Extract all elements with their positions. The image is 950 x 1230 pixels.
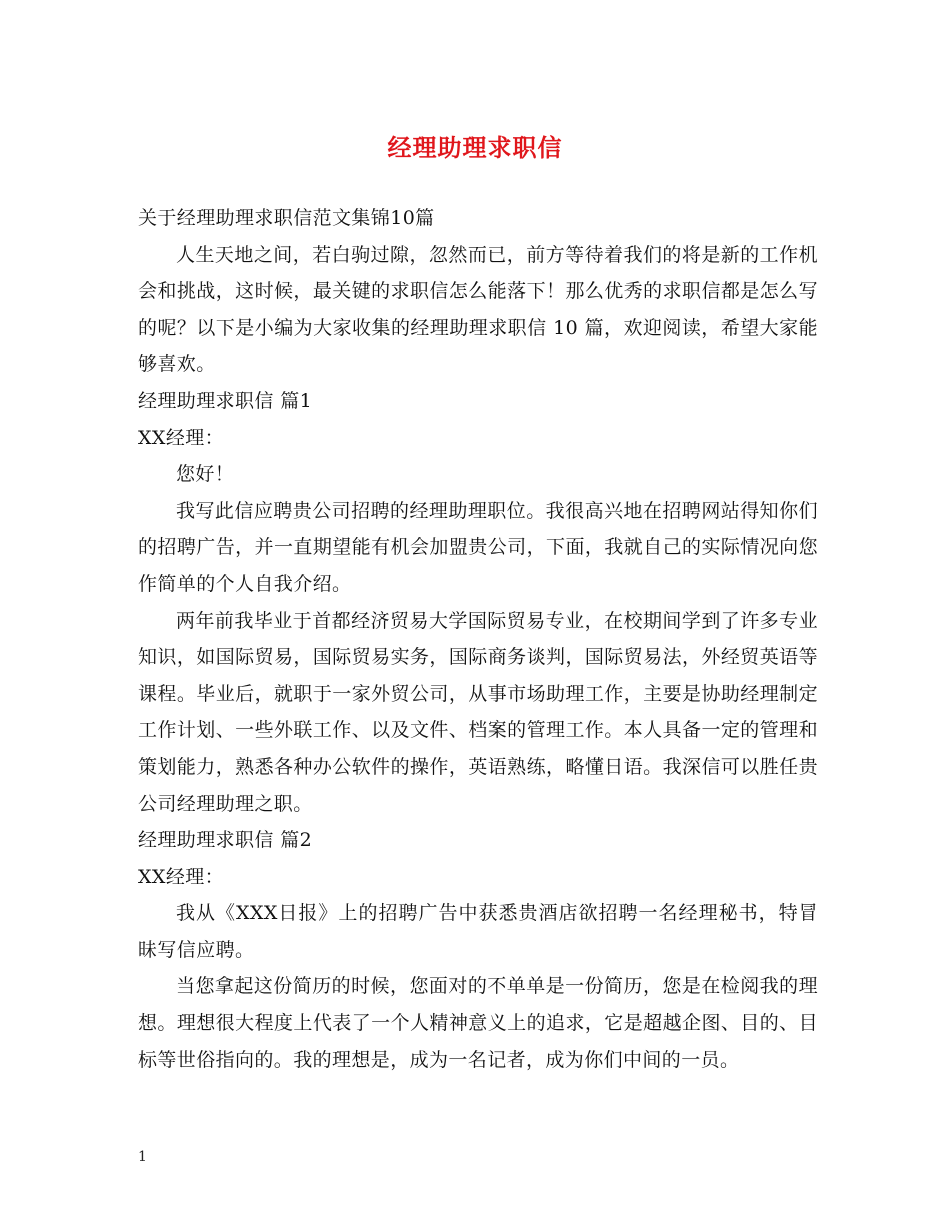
greeting: 您好！ xyxy=(176,463,235,486)
section-heading-2: 经理助理求职信 篇2 xyxy=(138,829,313,852)
section-heading-1: 经理助理求职信 篇1 xyxy=(138,389,313,412)
letter-1-paragraph-2: 两年前我毕业于首都经济贸易大学国际贸易专业，在校期间学到了许多专业知识，如国际贸易，国际贸易实务，国际商务谈判，国际贸易法，外经贸英语等课程。毕业后，就职于一家外贸公司，从事市场助理工作，主要是协助经理制定工作计划、一些外联工作、以及文件、档案的管理工作。本人具备一定的管理和策划能力，熟悉各种办公软件的操作，英语熟练，略懂日语。我深信可以胜任贵公司经理助理之职。 xyxy=(138,609,818,815)
letter-2-paragraph-2: 当您拿起这份简历的时候，您面对的不单单是一份简历，您是在检阅我的理想。理想很大程度上代表了一个人精神意义上的追求，它是超越企图、目的、目标等世俗指向的。我的理想是，成为一名记者，成为你们中间的一员。 xyxy=(138,975,818,1071)
letter-2-paragraph-1: 我从《XXX日报》上的招聘广告中获悉贵酒店欲招聘一名经理秘书，特冒昧写信应聘。 xyxy=(138,902,818,961)
salutation-2: XX经理： xyxy=(138,865,225,888)
intro-heading: 关于经理助理求职信范文集锦10篇 xyxy=(138,207,435,229)
letter-1-paragraph-1: 我写此信应聘贵公司招聘的经理助理职位。我很高兴地在招聘网站得知你们的招聘广告，并一直期望能有机会加盟贵公司，下面，我就自己的实际情况向您作简单的个人自我介绍。 xyxy=(138,499,818,595)
document-title: 经理助理求职信 xyxy=(387,133,563,162)
intro-paragraph: 人生天地之间，若白驹过隙，忽然而已，前方等待着我们的将是新的工作机会和挑战，这时候，最关键的求职信怎么能落下！那么优秀的求职信都是怎么写的呢？以下是小编为大家收集的经理助理求职信 10 篇，欢迎阅读，希望大家能够喜欢。 xyxy=(138,243,818,376)
document-body xyxy=(138,200,818,1078)
page-number: 1 xyxy=(138,1149,147,1165)
salutation-1: XX经理： xyxy=(138,426,225,449)
